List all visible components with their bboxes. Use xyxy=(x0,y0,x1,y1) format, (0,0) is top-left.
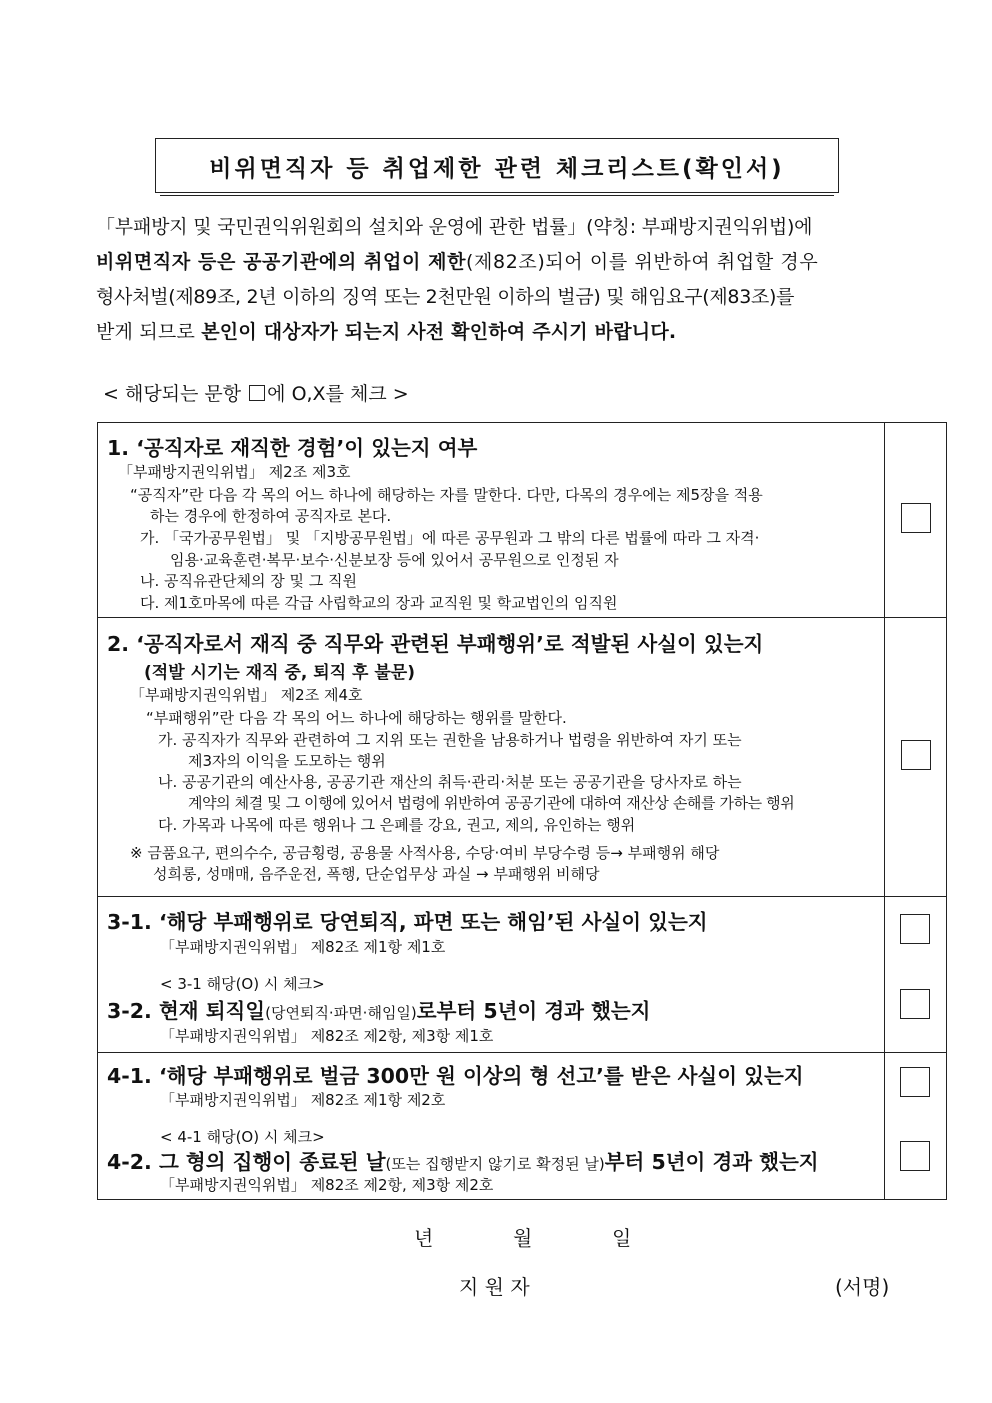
intro-bold-1: 비위면직자 등은 공공기관에의 취업이 제한 xyxy=(96,251,467,273)
q2-check-cell xyxy=(885,618,947,897)
q2-item-ga-2: 제3자의 이익을 도모하는 행위 xyxy=(188,752,386,770)
q41-checkbox[interactable] xyxy=(900,1067,930,1097)
intro-line-2 xyxy=(96,245,906,280)
q1-item-ga-2: 임용·교육훈련·복무·보수·신분보장 등에 있어서 공무원으로 인정된 자 xyxy=(170,551,619,569)
q2-cell xyxy=(98,618,885,897)
q42-checkbox[interactable] xyxy=(900,1141,930,1171)
checkbox-symbol-icon xyxy=(249,385,265,401)
q2-title: 2. ‘공직자로서 재직 중 직무와 관련된 부패행위’로 적발된 사실이 있는지 xyxy=(107,632,764,656)
q42-condition: < 4-1 해당(O) 시 체크> xyxy=(160,1128,325,1146)
q2-item-da: 다. 가목과 나목에 따른 행위나 그 은폐를 강요, 권고, 제의, 유인하는 행위 xyxy=(158,816,636,834)
checklist-table xyxy=(97,422,947,1200)
q2-law: 「부패방지권익위법」 제2조 제4호 xyxy=(130,686,363,704)
date-month: 월 xyxy=(513,1226,533,1250)
q41-law: 「부패방지권익위법」 제82조 제1항 제2호 xyxy=(160,1091,446,1109)
q32-title xyxy=(107,994,651,1024)
q1-law: 「부패방지권익위법」 제2조 제3호 xyxy=(118,463,351,481)
q42-law: 「부패방지권익위법」 제82조 제2항, 제3항 제2호 xyxy=(160,1176,494,1194)
instruction-before: < 해당되는 문항 xyxy=(103,383,248,405)
page-title: 비위면직자 등 취업제한 관련 체크리스트(확인서) xyxy=(209,156,785,182)
q32-title-a: 3-2. 현재 퇴직일 xyxy=(107,999,266,1023)
q3-check-cell xyxy=(885,897,947,1053)
q41-title: 4-1. ‘해당 부패행위로 벌금 300만 원 이상의 형 선고’를 받은 사실이 있는지 xyxy=(107,1064,804,1088)
q2-note-1: ※ 금품요구, 편의수수, 공금횡령, 공용물 사적사용, 수당·여비 부당수령 등→ 부패행위 해당 xyxy=(130,844,720,862)
instruction xyxy=(103,379,409,406)
q2-note-2: 성희롱, 성매매, 음주운전, 폭행, 단순업무상 과실 → 부패행위 비해당 xyxy=(153,865,600,883)
intro-bold-2: 본인이 대상자가 되는지 사전 확인하여 주시기 바랍니다. xyxy=(201,321,677,343)
table-row xyxy=(98,1053,947,1200)
q32-checkbox[interactable] xyxy=(900,989,930,1019)
date-year: 년 xyxy=(414,1226,434,1250)
q1-def-1: “공직자”란 다음 각 목의 어느 하나에 해당하는 자를 말한다. 다만, 다목의 경우에는 제5장을 적용 xyxy=(130,486,763,504)
q3-cell xyxy=(98,897,885,1053)
intro-paragraph xyxy=(96,210,906,350)
date-day: 일 xyxy=(612,1226,632,1250)
q2-item-ga-1: 가. 공직자가 직무와 관련하여 그 지위 또는 권한을 남용하거나 법령을 위반하여 자기 또는 xyxy=(158,731,742,749)
intro-line-4-plain: 받게 되므로 xyxy=(96,321,202,343)
q1-title: 1. ‘공직자로 재직한 경험’이 있는지 여부 xyxy=(107,436,478,460)
q2-subtitle: (적발 시기는 재직 중, 퇴직 후 불문) xyxy=(144,663,415,683)
q42-title-a: 4-2. 그 형의 집행이 종료된 날 xyxy=(107,1150,386,1174)
q42-title xyxy=(107,1145,819,1175)
q1-cell xyxy=(98,423,885,618)
table-row xyxy=(98,897,947,1053)
q32-title-small: (당연퇴직·파면·해임일) xyxy=(265,1004,417,1022)
q2-checkbox[interactable] xyxy=(901,740,931,770)
title-box xyxy=(155,138,839,193)
table-row xyxy=(98,618,947,897)
intro-line-3: 형사처벌(제89조, 2년 이하의 징역 또는 2천만원 이하의 벌금) 및 해임요구(제83조)를 xyxy=(96,286,795,308)
intro-line-4 xyxy=(96,315,906,350)
q1-item-na: 나. 공직유관단체의 장 및 그 직원 xyxy=(140,572,357,590)
q32-law: 「부패방지권익위법」 제82조 제2항, 제3항 제1호 xyxy=(160,1027,494,1045)
q1-item-da: 다. 제1호마목에 따른 각급 사립학교의 장과 교직원 및 학교법인의 임직원 xyxy=(140,594,618,612)
intro-line-2-rest: (제82조)되어 이를 위반하여 취업할 경우 xyxy=(466,251,819,273)
q31-law: 「부패방지권익위법」 제82조 제1항 제1호 xyxy=(160,938,446,956)
q2-def: “부패행위”란 다음 각 목의 어느 하나에 해당하는 행위를 말한다. xyxy=(146,709,567,727)
signature-label: (서명) xyxy=(835,1275,890,1299)
q4-cell xyxy=(98,1053,885,1200)
q32-title-b: 로부터 5년이 경과 했는지 xyxy=(416,999,651,1023)
applicant-label: 지 원 자 xyxy=(459,1275,530,1299)
q31-title: 3-1. ‘해당 부패행위로 당연퇴직, 파면 또는 해임’된 사실이 있는지 xyxy=(107,910,708,934)
q42-title-small: (또는 집행받지 않기로 확정된 날) xyxy=(385,1155,605,1173)
instruction-after: 에 O,X를 체크 > xyxy=(267,383,409,405)
q1-def-2: 하는 경우에 한정하여 공직자로 본다. xyxy=(150,507,392,525)
q42-title-b: 부터 5년이 경과 했는지 xyxy=(604,1150,819,1174)
q32-condition: < 3-1 해당(O) 시 체크> xyxy=(160,975,325,993)
q1-check-cell xyxy=(885,423,947,618)
q2-item-na-1: 나. 공공기관의 예산사용, 공공기관 재산의 취득·관리·처분 또는 공공기관을 당사자로 하는 xyxy=(158,773,742,791)
q31-checkbox[interactable] xyxy=(900,914,930,944)
q4-check-cell xyxy=(885,1053,947,1200)
q1-item-ga-1: 가. 「국가공무원법」 및 「지방공무원법」에 따른 공무원과 그 밖의 다른 법률에 따라 그 자격· xyxy=(140,529,760,547)
intro-line-1: 「부패방지 및 국민권익위원회의 설치와 운영에 관한 법률」(약칭: 부패방지권익위법)에 xyxy=(96,216,813,238)
q1-checkbox[interactable] xyxy=(901,503,931,533)
table-row xyxy=(98,423,947,618)
q2-item-na-2: 계약의 체결 및 그 이행에 있어서 법령에 위반하여 공공기관에 대하여 재산상 손해를 가하는 행위 xyxy=(188,794,795,812)
